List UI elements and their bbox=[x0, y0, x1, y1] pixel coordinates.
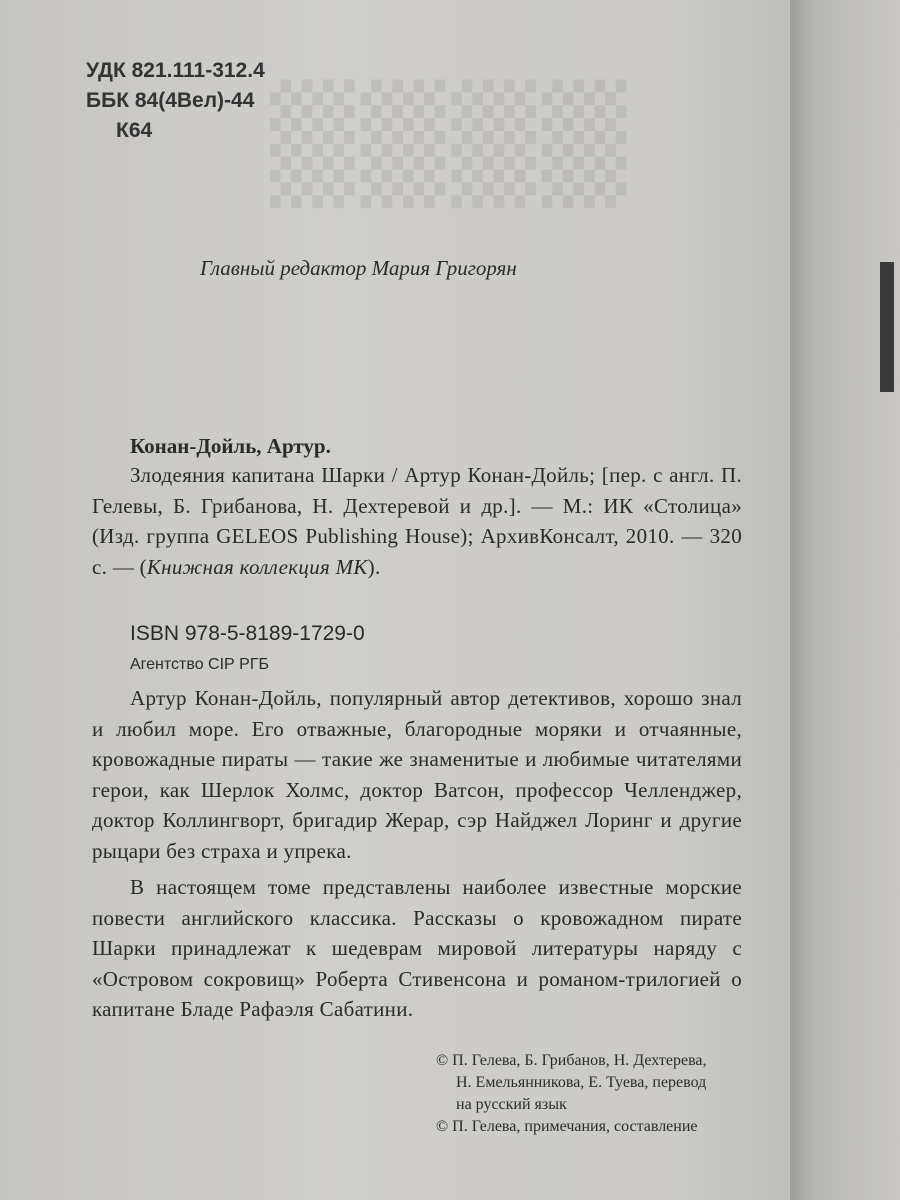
copyright-line: на русский язык bbox=[456, 1096, 567, 1113]
bbk-code: ББК 84(4Вел)-44 bbox=[86, 89, 255, 112]
annotation-paragraph-1: Артур Конан-Дойль, популярный автор детективов, хорошо знал и любил море. Его отважные, благородные моряки и отчаянные, кровожадные пираты — такие же знаменитые и любимые читателями герои, как Шерлок Холмс, доктор Ватсон, профессор Челленджер, доктор Коллингворт, бригадир Жерар, сэр Найджел Лоринг и другие рыцари без страха и упрека. bbox=[92, 686, 742, 863]
copyright-line: © П. Гелева, Б. Грибанов, Н. Дехтерева, bbox=[436, 1052, 707, 1069]
cip-agency: Агентство СIР РГБ bbox=[130, 656, 269, 673]
copyright-block bbox=[436, 1050, 766, 1138]
show-through-artwork: ▒▒▒▒ bbox=[270, 80, 633, 209]
author-mark: К64 bbox=[116, 119, 153, 142]
bibliographic-description bbox=[92, 460, 742, 582]
udk-code: УДК 821.111-312.4 bbox=[86, 59, 265, 82]
annotation-paragraph-2: В настоящем томе представлены наиболее известные морские повести английского классика. Рассказы о кровожадном пирате Шарки принадлежат к шедеврам мировой литературы наряду с «Островом сокровищ» Роберта Стивенсона и романом-трилогией о капитане Бладе Рафаэля Сабатини. bbox=[92, 875, 742, 1021]
isbn: ISBN 978-5-8189-1729-0 bbox=[130, 622, 365, 645]
facing-page-edge bbox=[790, 0, 900, 1200]
series-open: ( bbox=[139, 554, 147, 579]
bibliographic-author: Конан-Дойль, Артур. bbox=[130, 434, 331, 458]
facing-page-mark bbox=[880, 262, 894, 392]
series-title: Книжная коллекция МК bbox=[146, 554, 368, 579]
series-close: ). bbox=[367, 554, 381, 579]
classification-block bbox=[86, 56, 265, 146]
copyright-line: © П. Гелева, примечания, составление bbox=[436, 1118, 698, 1135]
copyright-line: Н. Емельянникова, Е. Туева, перевод bbox=[456, 1074, 707, 1091]
chief-editor-line: Главный редактор Мария Григорян bbox=[200, 256, 517, 280]
bibliographic-main: Злодеяния капитана Шарки / Артур Конан-Дойль; [пер. с англ. П. Гелевы, Б. Грибанова, Н. Дехтеревой и др.]. — М.: ИК «Столица» (Изд. группа GELEOS Publishing House); АрхивКонсалт, 2010. — 320 с. — bbox=[92, 463, 742, 579]
